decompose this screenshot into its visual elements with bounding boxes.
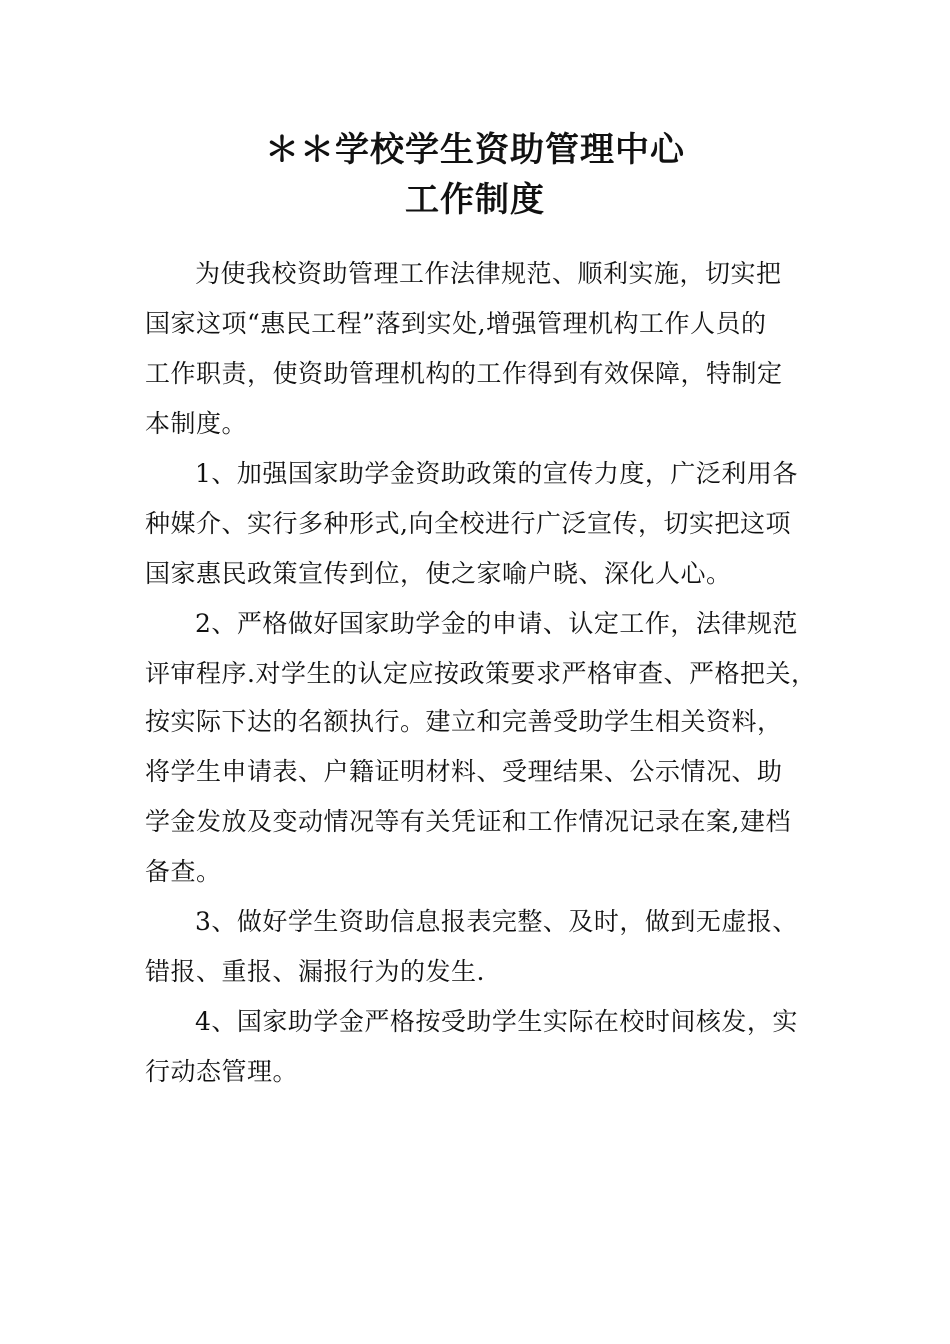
clause-2-line-1: 2、严格做好国家助学金的申请、认定工作，法律规范 [195, 609, 798, 638]
clause-3-line-1: 3、做好学生资助信息报表完整、及时，做到无虚报、 [195, 907, 798, 936]
paragraph-intro-line-3: 工作职责，使资助管理机构的工作得到有效保障，特制定 [145, 359, 783, 388]
clause-1-line-1: 1、加强国家助学金资助政策的宣传力度，广泛利用各 [195, 459, 798, 488]
document-title-line-2: 工作制度 [405, 180, 545, 220]
clause-2-line-5: 学金发放及变动情况等有关凭证和工作情况记录在案,建档 [145, 807, 791, 836]
clause-3-line-2: 错报、重报、漏报行为的发生. [145, 957, 485, 986]
paragraph-intro-line-1: 为使我校资助管理工作法律规范、顺利实施，切实把 [195, 259, 782, 288]
document-title-line-1: ＊＊学校学生资助管理中心 [265, 130, 685, 170]
clause-2-line-2: 评审程序.对学生的认定应按政策要求严格审查、严格把关， [145, 659, 817, 688]
clause-1-line-3: 国家惠民政策宣传到位，使之家喻户晓、深化人心。 [145, 559, 732, 588]
paragraph-intro-line-2: 国家这项“惠民工程”落到实处,增强管理机构工作人员的 [145, 309, 767, 338]
clause-4-line-1: 4、国家助学金严格按受助学生实际在校时间核发，实 [195, 1007, 798, 1036]
paragraph-intro-line-4: 本制度。 [145, 409, 248, 438]
clause-2-line-4: 将学生申请表、户籍证明材料、受理结果、公示情况、助 [145, 757, 783, 786]
clause-2-line-3: 按实际下达的名额执行。建立和完善受助学生相关资料， [145, 707, 783, 736]
clause-2-line-6: 备查。 [145, 857, 222, 886]
clause-1-line-2: 种媒介、实行多种形式,向全校进行广泛宣传，切实把这项 [145, 509, 791, 538]
clause-4-line-2: 行动态管理。 [145, 1057, 299, 1086]
